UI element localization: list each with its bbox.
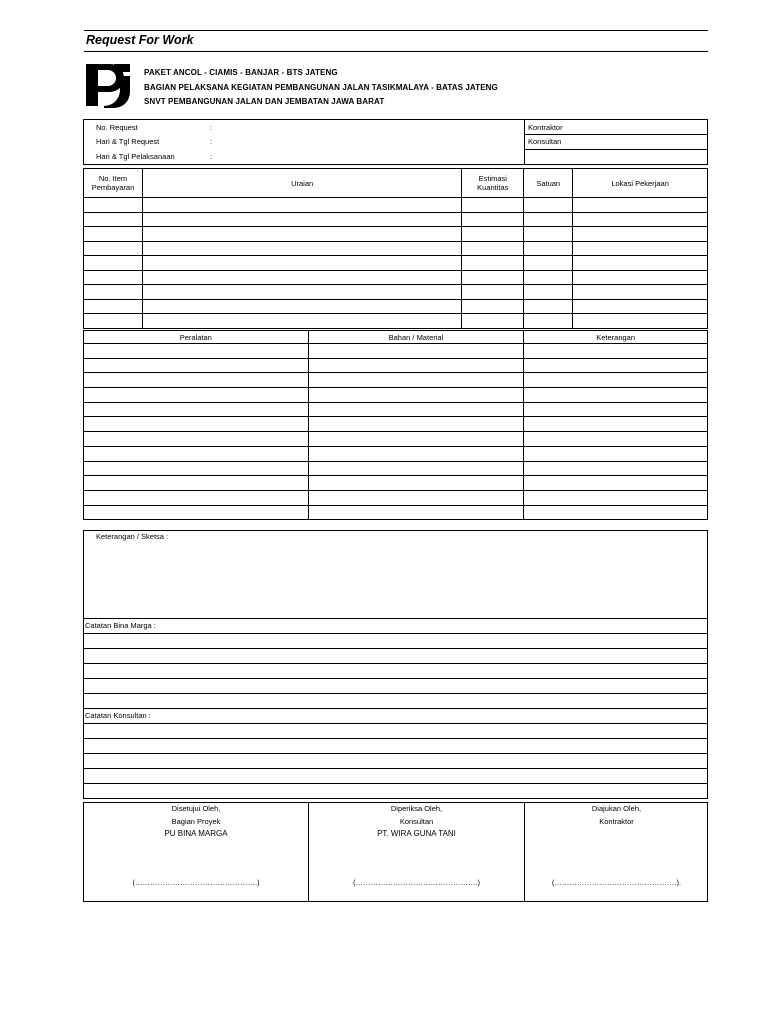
table-row[interactable] xyxy=(84,241,708,256)
kontraktor-label: Kontraktor xyxy=(528,123,563,132)
catatan-bina-marga-label: Catatan Bina Marga : xyxy=(85,621,156,630)
table-row[interactable] xyxy=(84,446,708,461)
table-row[interactable] xyxy=(84,373,708,388)
note-line[interactable] xyxy=(83,738,708,739)
col-bahan: Bahan / Material xyxy=(308,331,524,344)
header-line-paket: PAKET ANCOL - CIAMIS - BANJAR - BTS JATENG xyxy=(144,68,338,77)
col-estimasi: Estimasi Kuantitas xyxy=(462,169,524,198)
title-rule xyxy=(84,51,708,52)
col-peralatan: Peralatan xyxy=(84,331,309,344)
col-lokasi: Lokasi Pekerjaan xyxy=(573,169,708,198)
table-row[interactable] xyxy=(84,432,708,447)
org-wira-guna-tani: PT. WIRA GUNA TANI xyxy=(377,829,456,838)
no-request-label: No. Request xyxy=(96,123,138,132)
table-row[interactable] xyxy=(84,490,708,505)
table-row[interactable] xyxy=(84,358,708,373)
hari-tgl-request-label: Hari & Tgl Request xyxy=(96,137,160,146)
materials-table xyxy=(83,330,708,520)
table-row[interactable] xyxy=(84,198,708,213)
note-line[interactable] xyxy=(83,693,708,694)
hari-tgl-pelaksanaan-colon: : xyxy=(210,152,213,161)
col-keterangan: Keterangan xyxy=(524,331,708,344)
note-line[interactable] xyxy=(83,753,708,754)
note-line[interactable] xyxy=(83,783,708,784)
org-pu-bina-marga: PU BINA MARGA xyxy=(164,829,228,838)
form-title: Request For Work xyxy=(86,33,194,47)
table-row[interactable] xyxy=(84,256,708,271)
header-line-snvt: SNVT PEMBANGUNAN JALAN DAN JEMBATAN JAWA BARAT xyxy=(144,97,385,106)
konsultan-label: Konsultan xyxy=(528,137,562,146)
sketsa-area[interactable] xyxy=(86,544,704,614)
table-row[interactable] xyxy=(84,402,708,417)
header-line-bagian: BAGIAN PELAKSANA KEGIATAN PEMBANGUNAN JALAN TASIKMALAYA - BATAS JATENG xyxy=(144,83,498,92)
pu-logo-icon xyxy=(84,62,132,108)
note-line[interactable] xyxy=(83,648,708,649)
note-line[interactable] xyxy=(83,723,708,724)
note-line[interactable] xyxy=(83,678,708,679)
items-header-row xyxy=(84,169,708,198)
items-table xyxy=(83,168,708,329)
table-row[interactable] xyxy=(84,461,708,476)
hari-tgl-pelaksanaan-field[interactable] xyxy=(218,150,518,162)
table-row[interactable] xyxy=(84,212,708,227)
hari-tgl-pelaksanaan-label: Hari & Tgl Pelaksanaan xyxy=(96,152,175,161)
col-uraian: Uraian xyxy=(142,169,461,198)
catatan-konsultan-label: Catatan Konsultan : xyxy=(85,711,151,720)
note-line[interactable] xyxy=(83,633,708,634)
signature-line-kontraktor[interactable]: (………………………………………….). xyxy=(551,878,682,887)
no-request-colon: : xyxy=(210,123,213,132)
table-row[interactable] xyxy=(84,505,708,520)
table-row[interactable] xyxy=(84,417,708,432)
note-line[interactable] xyxy=(83,663,708,664)
table-row[interactable] xyxy=(84,344,708,359)
col-no-item: No. Item Pembayaran xyxy=(84,169,143,198)
table-row[interactable] xyxy=(84,299,708,314)
table-row[interactable] xyxy=(84,314,708,329)
signature-bina-marga: Disetujui Oleh, Bagian Proyek PU BINA MARGA xyxy=(84,803,308,841)
table-row[interactable] xyxy=(84,285,708,300)
note-line[interactable] xyxy=(83,768,708,769)
signature-line-bina-marga[interactable]: (………………………………………….) xyxy=(132,878,260,887)
table-row[interactable] xyxy=(84,270,708,285)
hari-tgl-request-field[interactable] xyxy=(218,135,518,147)
table-row[interactable] xyxy=(84,227,708,242)
table-row[interactable] xyxy=(84,476,708,491)
signature-kontraktor: Diajukan Oleh, Kontraktor xyxy=(591,804,642,826)
materials-header-row xyxy=(84,331,708,344)
signature-konsultan: Diperiksa Oleh, Konsultan PT. WIRA GUNA TANI xyxy=(309,803,524,841)
hari-tgl-request-colon: : xyxy=(210,137,213,146)
col-satuan: Satuan xyxy=(524,169,573,198)
keterangan-sketsa-label: Keterangan / Sketsa : xyxy=(96,532,169,541)
top-rule xyxy=(84,30,708,31)
table-row[interactable] xyxy=(84,388,708,403)
signature-line-konsultan[interactable]: (………………………………………….) xyxy=(352,878,481,887)
no-request-field[interactable] xyxy=(218,121,518,133)
